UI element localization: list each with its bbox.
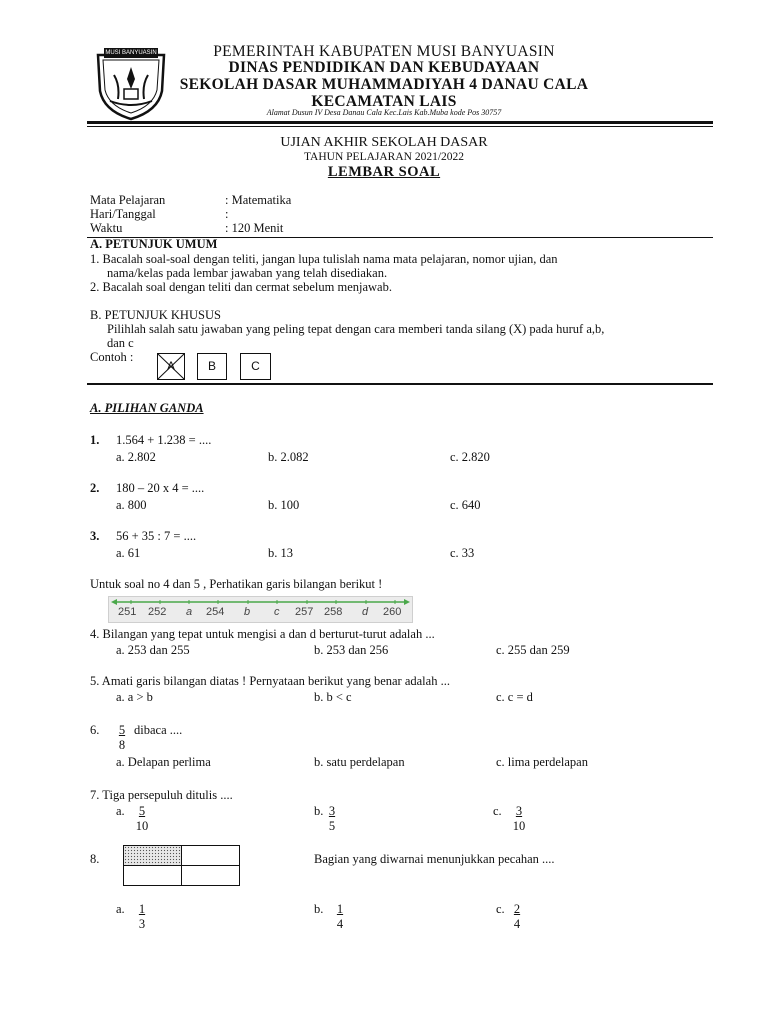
special-instruction-text: Pilihlah salah satu jawaban yang peling tepat dengan cara memberi tanda silang (X) pada huruf a,b, <box>107 322 605 336</box>
exam-title: UJIAN AKHIR SEKOLAH DASAR <box>280 135 488 150</box>
q6-fraction-denominator: 8 <box>118 738 126 752</box>
number-line-image <box>108 596 413 623</box>
q1-number: 1. <box>90 433 100 447</box>
q8-option-b-denominator: 4 <box>336 917 344 931</box>
example-box-b-label: B <box>207 359 216 373</box>
q4-option-b: b. 253 dan 256 <box>314 643 389 657</box>
q8-option-c-numerator: 2 <box>513 902 521 916</box>
date-value: : <box>225 207 229 221</box>
q8-option-a-label: a. <box>116 902 125 916</box>
example-label: Contoh : <box>90 350 134 364</box>
q8-grid-cell <box>182 846 239 866</box>
q1-option-b: b. 2.082 <box>268 450 309 464</box>
numberline-label-d: d <box>362 606 369 618</box>
q2-option-a: a. 800 <box>116 498 147 512</box>
government-line: PEMERINTAH KABUPATEN MUSI BANYUASIN <box>213 43 555 60</box>
q8-fraction-grid <box>123 845 240 886</box>
numberline-label-b: b <box>244 606 251 618</box>
q7-text: 7. Tiga persepuluh ditulis .... <box>90 788 233 802</box>
example-box-a-label: A <box>166 359 175 373</box>
example-box-b <box>197 353 227 380</box>
q8-option-a-denominator: 3 <box>138 917 146 931</box>
general-instruction-2: 2. Bacalah soal dengan teliti dan cermat sebelum menjawab. <box>90 280 392 294</box>
exam-year: TAHUN PELAJARAN 2021/2022 <box>303 151 465 163</box>
q7-option-c-label: c. <box>493 804 502 818</box>
q1-option-a: a. 2.802 <box>116 450 156 464</box>
q1-text: 1.564 + 1.238 = .... <box>116 433 212 447</box>
q8-number: 8. <box>90 852 100 866</box>
numberline-intro: Untuk soal no 4 dan 5 , Perhatikan garis bilangan berikut ! <box>90 577 383 591</box>
special-instruction-text-cont: dan c <box>107 336 134 350</box>
q3-text: 56 + 35 : 7 = .... <box>116 529 197 543</box>
q6-option-b: b. satu perdelapan <box>314 755 405 769</box>
logo-text: MUSI BANYUASIN <box>105 50 157 56</box>
q4-text: 4. Bilangan yang tepat untuk mengisi a dan d berturut-turut adalah ... <box>90 627 435 641</box>
q5-option-b: b. b < c <box>314 690 352 704</box>
general-instruction-1: 1. Bacalah soal-soal dengan teliti, jangan lupa tulislah nama mata pelajaran, nomor ujian, dan <box>90 252 558 266</box>
q6-number: 6. <box>90 723 100 737</box>
numberline-label-258: 258 <box>324 606 343 618</box>
header-divider-thin <box>87 126 713 127</box>
q2-option-b: b. 100 <box>268 498 300 512</box>
section-divider <box>87 383 713 385</box>
date-label: Hari/Tanggal <box>90 207 156 221</box>
general-instruction-1-cont: nama/kelas pada lembar jawaban yang telah disediakan. <box>107 266 388 280</box>
q7-option-c-denominator: 10 <box>512 819 526 833</box>
q6-fraction-numerator: 5 <box>118 723 126 737</box>
q8-text: Bagian yang diwarnai menunjukkan pecahan .... <box>314 852 555 866</box>
q7-option-c-numerator: 3 <box>515 804 523 818</box>
q7-option-a-denominator: 10 <box>135 819 149 833</box>
q8-grid-cell <box>124 866 182 885</box>
school-address: Alamat Dusun IV Desa Danau Cala Kec.Lais Kab.Muba kode Pos 30757 <box>266 108 502 117</box>
q8-option-b-numerator: 1 <box>336 902 344 916</box>
district-line: KECAMATAN LAIS <box>311 93 457 110</box>
header-divider <box>87 121 713 124</box>
q7-option-c[interactable] <box>509 804 529 834</box>
numberline-label-251: 251 <box>118 606 137 618</box>
q6-option-c: c. lima perdelapan <box>496 755 588 769</box>
numberline-label-c: c <box>274 606 280 618</box>
q8-option-a-numerator: 1 <box>138 902 146 916</box>
school-name: SEKOLAH DASAR MUHAMMADIYAH 4 DANAU CALA <box>179 76 589 93</box>
q6-text: dibaca .... <box>134 723 183 737</box>
q5-option-c: c. c = d <box>496 690 533 704</box>
q3-option-a: a. 61 <box>116 546 141 560</box>
numberline-label-a: a <box>186 606 193 618</box>
q3-number: 3. <box>90 529 100 543</box>
example-box-c-label: C <box>251 359 260 373</box>
q1-option-c: c. 2.820 <box>450 450 490 464</box>
q8-option-c-denominator: 4 <box>513 917 521 931</box>
q2-option-c: c. 640 <box>450 498 481 512</box>
time-value: : 120 Menit <box>225 221 284 235</box>
subject-value: : Matematika <box>225 193 292 207</box>
q8-option-b-label: b. <box>314 902 324 916</box>
special-instructions-heading: B. PETUNJUK KHUSUS <box>90 308 221 322</box>
example-box-c <box>240 353 271 380</box>
q3-option-b: b. 13 <box>268 546 293 560</box>
example-box-a <box>157 353 185 380</box>
subject-label: Mata Pelajaran <box>90 193 166 207</box>
q7-option-a-label: a. <box>116 804 125 818</box>
numberline-label-260: 260 <box>383 606 402 618</box>
q6-fraction <box>116 723 128 753</box>
q8-option-b[interactable] <box>334 902 346 932</box>
numberline-label-252: 252 <box>148 606 167 618</box>
q7-option-a-numerator: 5 <box>138 804 146 818</box>
general-instructions-heading: A. PETUNJUK UMUM <box>90 237 218 251</box>
q8-option-c-label: c. <box>496 902 505 916</box>
q7-option-b[interactable] <box>326 804 338 834</box>
q7-option-b-denominator: 5 <box>328 819 336 833</box>
q4-option-a: a. 253 dan 255 <box>116 643 190 657</box>
numberline-label-257: 257 <box>295 606 314 618</box>
q3-option-c: c. 33 <box>450 546 475 560</box>
numberline-label-254: 254 <box>206 606 225 618</box>
q4-option-c: c. 255 dan 259 <box>496 643 570 657</box>
q5-text: 5. Amati garis bilangan diatas ! Pernyataan berikut yang benar adalah ... <box>90 674 450 688</box>
q7-option-a[interactable] <box>132 804 152 834</box>
q8-option-c[interactable] <box>511 902 523 932</box>
q8-option-a[interactable] <box>136 902 148 932</box>
q8-shaded-cell <box>124 846 182 866</box>
q7-option-b-numerator: 3 <box>328 804 336 818</box>
q5-option-a: a. a > b <box>116 690 153 704</box>
section-title: A. PILIHAN GANDA <box>90 401 204 415</box>
sheet-title: LEMBAR SOAL <box>327 164 441 180</box>
q6-option-a: a. Delapan perlima <box>116 755 211 769</box>
q7-option-b-label: b. <box>314 804 324 818</box>
department-line: DINAS PENDIDIKAN DAN KEBUDAYAAN <box>228 59 540 76</box>
q2-number: 2. <box>90 481 100 495</box>
time-label: Waktu <box>90 221 123 235</box>
q2-text: 180 – 20 x 4 = .... <box>116 481 205 495</box>
